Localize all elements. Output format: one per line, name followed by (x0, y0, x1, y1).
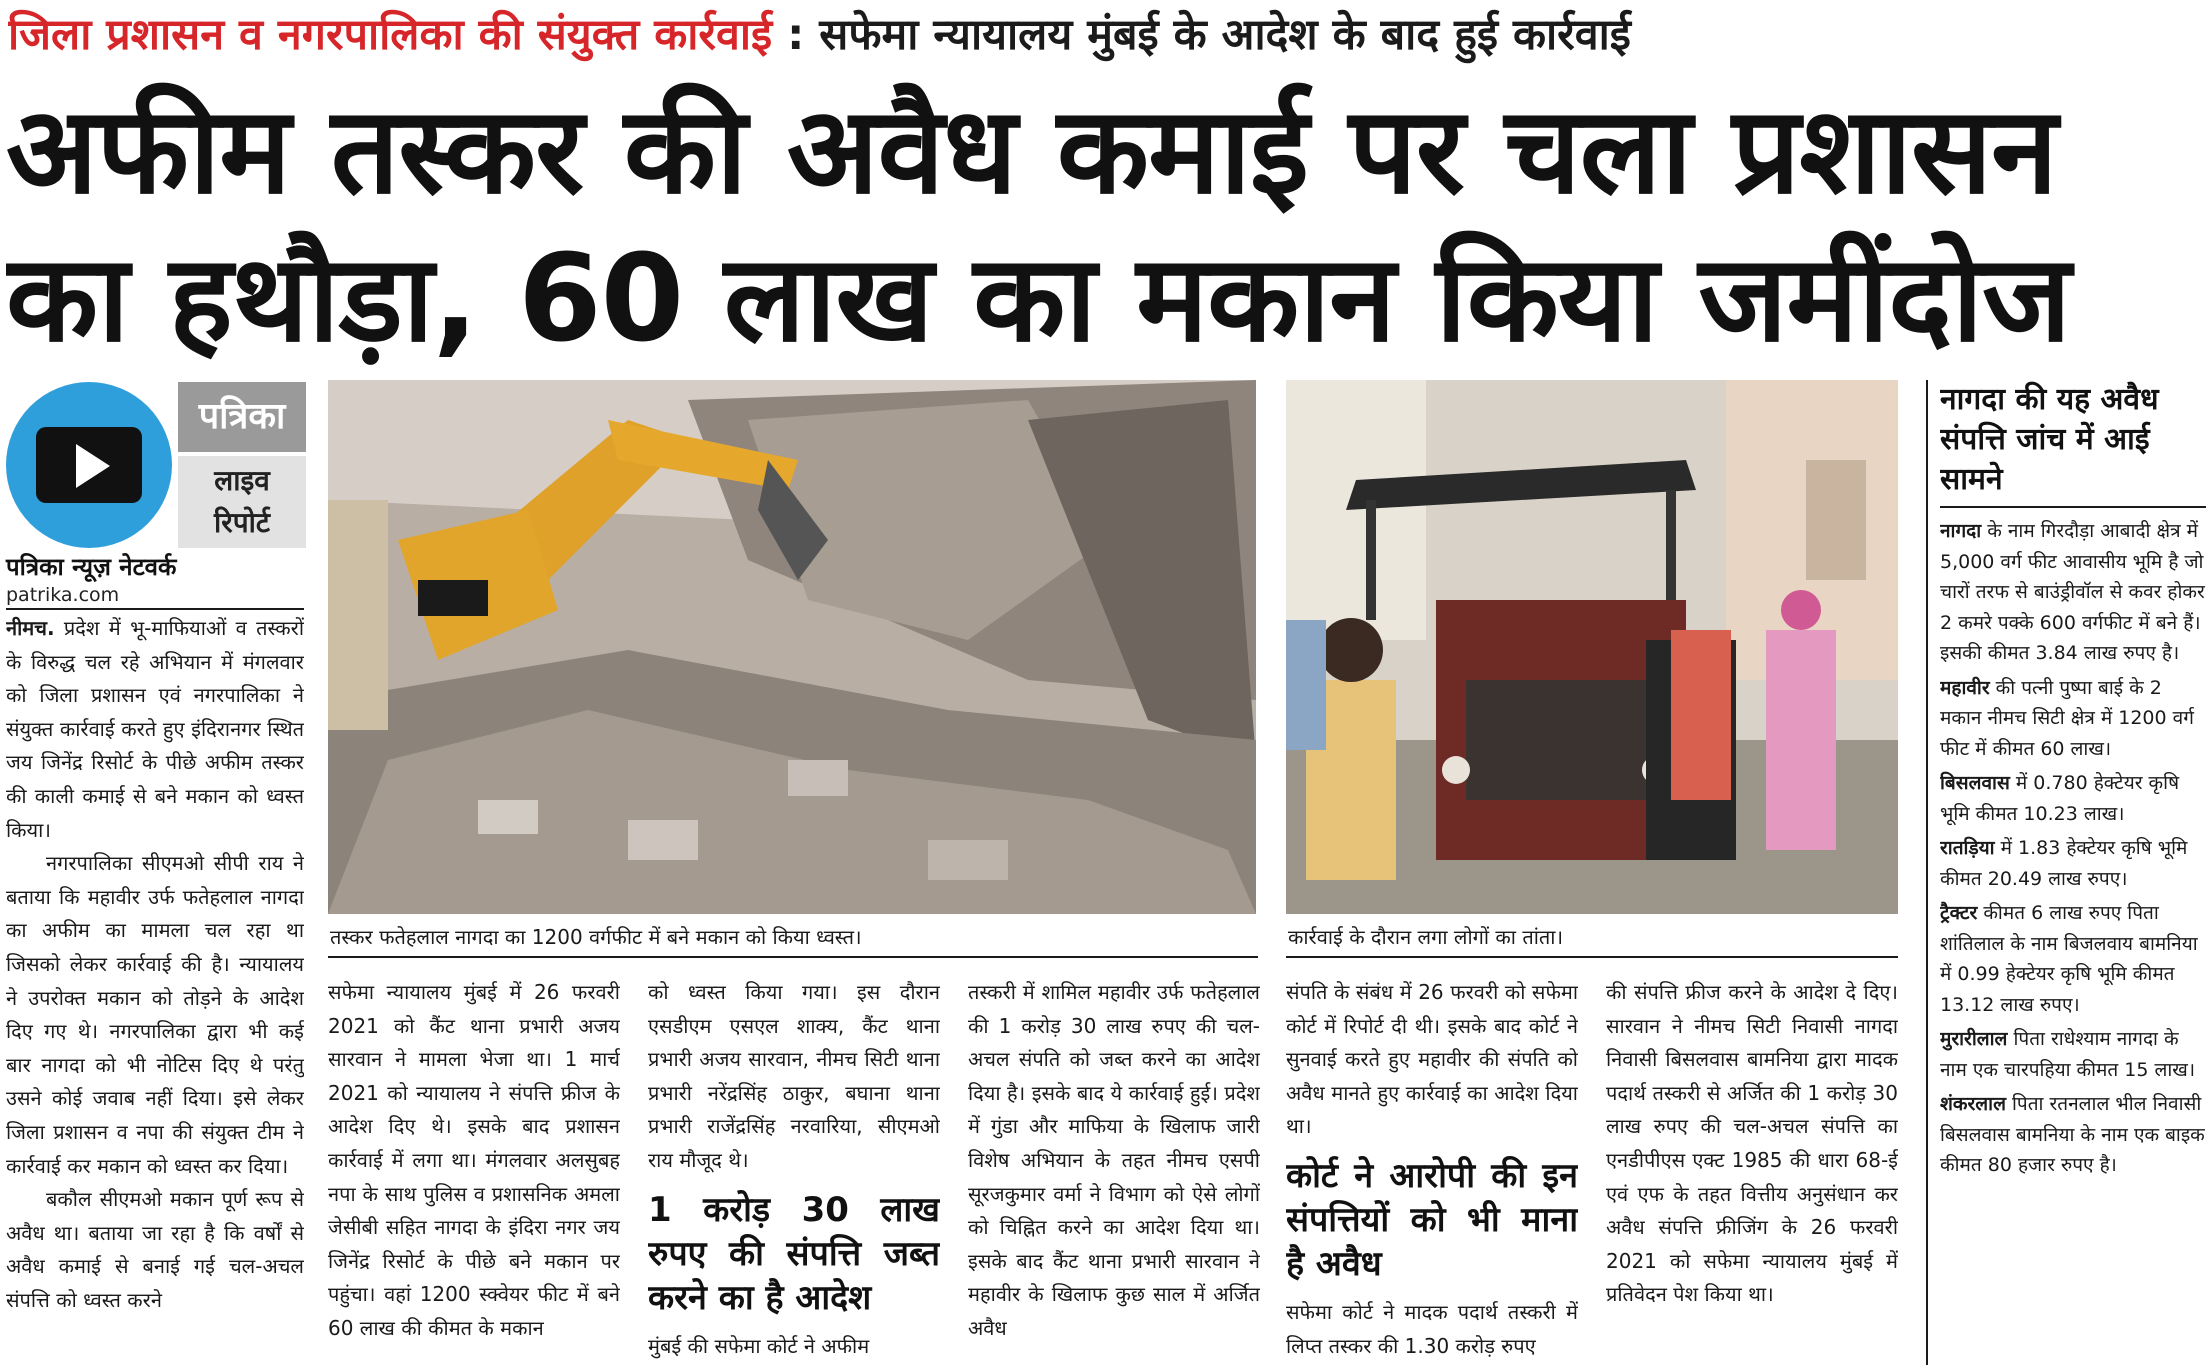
byline-network: पत्रिका न्यूज़ नेटवर्क (6, 553, 177, 581)
screen-icon (36, 427, 142, 503)
sidebar-item-text: पिता रतनलाल भील निवासी बिसलवास बामनिया के नाम एक बाइक कीमत 80 हजार रुपए है। (1940, 1093, 2205, 1176)
col5-paragraph: संपति के संबंध में 26 फरवरी को सफेमा कोर्ट में रिपोर्ट दी थी। इसके बाद कोर्ट ने सुनवाई करते हुए महावीर की संपति को अवैध मानते हुए कार्रवाई का आदेश दिया था। (1286, 980, 1578, 1139)
sidebar-item-name: बिसलवास (1940, 772, 2010, 794)
sidebar-item-name: शंकरलाल (1940, 1093, 2006, 1115)
kicker (8, 6, 2204, 64)
live-line1: लाइव (214, 464, 270, 497)
sidebar-item (1940, 898, 2206, 1020)
sidebar-item (1940, 1089, 2206, 1181)
photo2-caption-rule (1286, 956, 1898, 958)
photo-demolition (328, 380, 1256, 914)
photo-crowd (1286, 380, 1898, 914)
col6-paragraph: की संपत्ति फ्रीज करने के आदेश दे दिए। सारवान ने नीमच सिटी निवासी नागदा निवासी बिसलवास बामनिया द्वारा मादक पदार्थ तस्करी से अर्जित की 1 करोड़ 30 लाख रुपए की चल-अचल संपत्ति का एनडीपीएस एक्ट 1985 की धारा 68-ई एवं एफ के तहत वित्तीय अनुसंधान कर अवैध संपत्ति फ्रीजिंग के 26 फरवरी 2021 को सफेमा न्यायालय मुंबई में प्रतिवेदन पेश किया था। (1606, 980, 1898, 1307)
byline-divider (6, 608, 304, 610)
sidebar-item-name: मुरारीलाल (1940, 1028, 2008, 1050)
column-2 (328, 976, 620, 1364)
sidebar-item (1940, 768, 2206, 829)
photo1-caption: तस्कर फतेहलाल नागदा का 1200 वर्गफीट में बने मकान को किया ध्वस्त। (330, 925, 862, 949)
photo2-caption: कार्रवाई के दौरान लगा लोगों का तांता। (1288, 925, 1564, 949)
live-report-label (178, 456, 306, 548)
col4-paragraph: तस्करी में शामिल महावीर उर्फ फतेहलाल की 1 करोड़ 30 लाख रुपए की चल-अचल संपति को जब्त करने का आदेश दिया है। इसके बाद ये कार्रवाई हुई। प्रदेश में गुंडा और माफिया के खिलाफ जारी विशेष अभियान के तहत नीमच एसपी सूरजकुमार वर्मा ने विभाग को ऐसे लोगों को चिह्नित करने का आदेश दिया था। इसके बाद कैंट थाना प्रभारी सारवान ने महावीर के खिलाफ कुछ साल में अर्जित अवैध (968, 980, 1260, 1340)
col1-paragraph-2: नगरपालिका सीएमओ सीपी राय ने बताया कि महावीर उर्फ फतेहलाल नागदा का अफीम का मामला चल रहा था जिसको लेकर कार्रवाई की है। न्यायालय ने उपरोक्त मकान को तोड़ने के आदेश दिए गए थे। नगरपालिका द्वारा भी कई बार नागदा को भी नोटिस दिए थे परंतु उसने कोई जवाब नहीं दिया। इसे लेकर जिला प्रशासन व नपा की संयुक्त टीम ने कार्रवाई कर मकान को ध्वस्त कर दिया। (6, 851, 304, 1178)
kicker-separator: : (772, 10, 820, 60)
sidebar-heading: नागदा की यह अवैध संपत्ति जांच में आई सामने (1940, 382, 2159, 497)
sidebar-item (1940, 1024, 2206, 1085)
kicker-black-text: सफेमा न्यायालय मुंबई के आदेश के बाद हुई कार्रवाई (819, 10, 1631, 60)
demolition-image (328, 380, 1256, 914)
col2-paragraph: सफेमा न्यायालय मुंबई में 26 फरवरी 2021 को कैंट थाना प्रभारी अजय सारवान ने मामला भेजा था। 1 मार्च 2021 को न्यायालय ने संपत्ति फ्रीज के आदेश दिए थे। इसके बाद प्रशासन कार्रवाई में लगा था। मंगलवार अलसुबह नपा के साथ पुलिस व प्रशासनिक अमला जेसीबी सहित नागदा के इंदिरा नगर जय जिनेंद्र रिसोर्ट के पीछे बने मकान पर पहुंचा। वहां 1200 स्क्वेयर फीट में बने 60 लाख की कीमत के मकान (328, 980, 620, 1340)
byline-site: patrika.com (6, 584, 120, 606)
headline-line2: का हथौड़ा, 60 लाख का मकान किया जमींदोज (6, 230, 2071, 369)
column-4 (968, 976, 1260, 1364)
column-5 (1286, 976, 1578, 1364)
sidebar-divider (1926, 380, 1928, 1365)
column-1 (6, 612, 304, 1362)
crowd-image (1286, 380, 1898, 914)
live-line2: रिपोर्ट (214, 506, 270, 539)
sidebar-item (1940, 516, 2206, 669)
logo-block (6, 382, 312, 642)
sidebar-item (1940, 833, 2206, 894)
sidebar-item-name: ट्रैक्टर (1940, 902, 1978, 924)
column-3 (648, 976, 940, 1364)
play-icon (76, 444, 110, 488)
headline-line1: अफीम तस्कर की अवैध कमाई पर चला प्रशासन (6, 82, 2057, 221)
sidebar-item-name: रातड़िया (1940, 837, 1995, 859)
patrika-live-logo (6, 382, 172, 548)
sidebar-item-text: में 0.780 हेक्टेयर कृषि भूमि कीमत 10.23 लाख। (1940, 772, 2180, 825)
photo1-caption-rule (328, 956, 1258, 958)
sidebar-item-text: कीमत 6 लाख रुपए पिता शांतिलाल के नाम बिजलवाय बामनिया में 0.99 हेक्टेयर कृषि भूमि कीमत 13.12 लाख रुपए। (1940, 902, 2198, 1016)
sidebar-item-text: पिता राधेश्याम नागदा के नाम एक चारपहिया कीमत 15 लाख। (1940, 1028, 2196, 1081)
col3-paragraph-2: मुंबई की सफेमा कोर्ट ने अफीम (648, 1333, 870, 1358)
sidebar-item-text: के नाम गिरदौड़ा आबादी क्षेत्र में 5,000 वर्ग फीट आवासीय भूमि है जो चारों तरफ से बाउंड्रीवॉल से कवर होकर 2 कमरे पक्के 600 वर्गफीट में बने हैं। इसकी कीमत 3.84 लाख रुपए है। (1940, 520, 2205, 664)
sidebar-item-text: में 1.83 हेक्टेयर कृषि भूमि कीमत 20.49 लाख रुपए। (1940, 837, 2188, 890)
headline (6, 78, 2206, 374)
col1-paragraph-3: बकौल सीएमओ मकान पूर्ण रूप से अवैध था। बताया जा रहा है कि वर्षों से अवैध कमाई से बनाई गई चल-अचल संपत्ति को ध्वस्त करने (6, 1187, 304, 1312)
sidebar-item (1940, 673, 2206, 765)
brand-label: पत्रिका (178, 382, 306, 452)
sidebar-heading-rule (1940, 506, 2206, 508)
kicker-red-text: जिला प्रशासन व नगरपालिका की संयुक्त कार्रवाई (8, 10, 773, 60)
sidebar-list (1940, 516, 2206, 1181)
col3-paragraph: को ध्वस्त किया गया। इस दौरान एसडीएम एसएल शाक्य, कैंट थाना प्रभारी अजय सारवान, नीमच सिटी थाना प्रभारी नरेंद्रसिंह ठाकुर, बघाना थाना प्रभारी राजेंद्रसिंह नरवारिया, सीएमओ राय मौजूद थे। (648, 980, 940, 1172)
sidebar-item-name: महावीर (1940, 676, 1990, 699)
column-6 (1606, 976, 1898, 1364)
col5-paragraph-2: सफेमा कोर्ट ने मादक पदार्थ तस्करी में लिप्त तस्कर की 1.30 करोड़ रुपए (1286, 1299, 1578, 1358)
col5-subhead: कोर्ट ने आरोपी की इन संपत्तियों को भी माना है अवैध (1286, 1155, 1578, 1284)
sidebar-item-text: की पत्नी पुष्पा बाई के 2 मकान नीमच सिटी क्षेत्र में 1200 वर्ग फीट में कीमत 60 लाख। (1940, 676, 2194, 760)
dateline: नीमच. (6, 616, 55, 640)
sidebar-item-name: नागदा (1940, 520, 1982, 542)
col3-subhead: 1 करोड़ 30 लाख रुपए की संपत्ति जब्त करने का है आदेश (648, 1189, 940, 1318)
col1-paragraph-1: प्रदेश में भू-माफियाओं व तस्करों के विरुद्ध चल रहे अभियान में मंगलवार को जिला प्रशासन एवं नगरपालिका ने संयुक्त कार्रवाई करते हुए इंदिरानगर स्थित जय जिनेंद्र रिसोर्ट के पीछे अफीम तस्कर की काली कमाई से बने मकान को ध्वस्त किया। (6, 616, 304, 842)
sidebar-box (1940, 380, 2206, 1364)
